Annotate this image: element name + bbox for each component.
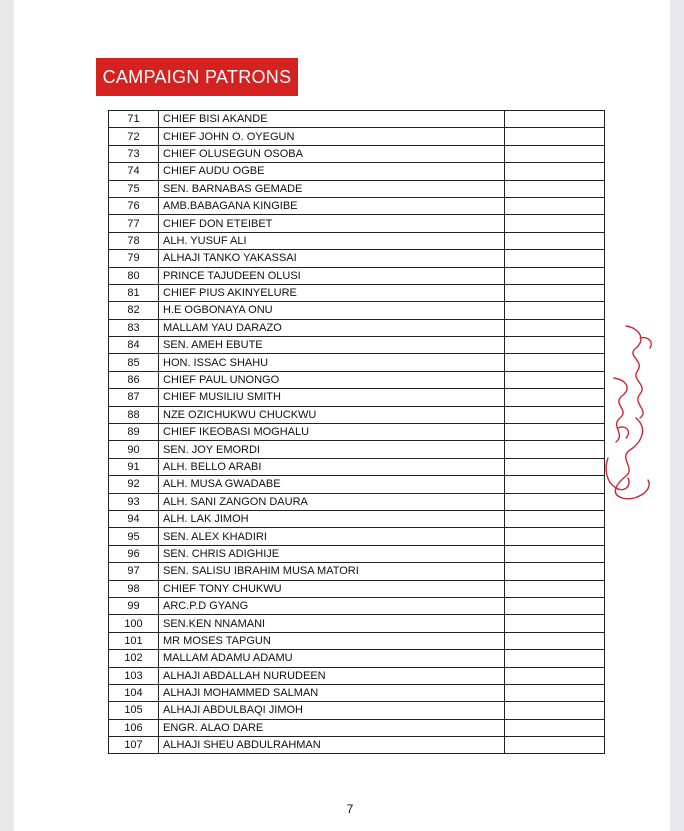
row-number: 74 [109, 163, 159, 180]
patron-name: CHIEF JOHN O. OYEGUN [159, 128, 505, 145]
patron-name: ENGR. ALAO DARE [159, 719, 505, 736]
table-row [109, 354, 605, 371]
row-number: 71 [109, 111, 159, 128]
section-title-banner: CAMPAIGN PATRONS [96, 58, 298, 96]
signature-cell [505, 354, 605, 371]
patron-name: ALHAJI ABDALLAH NURUDEEN [159, 667, 505, 684]
row-number: 79 [109, 250, 159, 267]
signature-cell [505, 180, 605, 197]
patron-name: CHIEF PAUL UNONGO [159, 371, 505, 388]
table-row [109, 615, 605, 632]
table-row [109, 163, 605, 180]
patron-name: CHIEF PIUS AKINYELURE [159, 284, 505, 301]
table-row [109, 215, 605, 232]
signature-cell [505, 580, 605, 597]
row-number: 99 [109, 597, 159, 614]
row-number: 97 [109, 563, 159, 580]
patron-name: CHIEF AUDU OGBE [159, 163, 505, 180]
row-number: 91 [109, 458, 159, 475]
table-row [109, 180, 605, 197]
table-row [109, 406, 605, 423]
row-number: 95 [109, 528, 159, 545]
table-row [109, 319, 605, 336]
table-row [109, 650, 605, 667]
patron-name: CHIEF IKEOBASI MOGHALU [159, 424, 505, 441]
table-row [109, 197, 605, 214]
row-number: 77 [109, 215, 159, 232]
row-number: 107 [109, 737, 159, 754]
table-row [109, 424, 605, 441]
page-number: 7 [346, 802, 354, 816]
signature-cell [505, 476, 605, 493]
patron-name: ALH. MUSA GWADABE [159, 476, 505, 493]
signature-cell [505, 493, 605, 510]
patron-name: HON. ISSAC SHAHU [159, 354, 505, 371]
signature-cell [505, 371, 605, 388]
signature-cell [505, 563, 605, 580]
table-row [109, 684, 605, 701]
patron-name: ALH. LAK JIMOH [159, 510, 505, 527]
row-number: 78 [109, 232, 159, 249]
patron-name: CHIEF MUSILIU SMITH [159, 389, 505, 406]
signature-cell [505, 163, 605, 180]
patron-name: ALHAJI MOHAMMED SALMAN [159, 684, 505, 701]
patron-name: CHIEF OLUSEGUN OSOBA [159, 145, 505, 162]
signature-cell [505, 250, 605, 267]
row-number: 73 [109, 145, 159, 162]
table-row [109, 337, 605, 354]
signature-cell [505, 737, 605, 754]
signature-cell [505, 337, 605, 354]
row-number: 76 [109, 197, 159, 214]
signature-icon [596, 318, 660, 503]
patron-name: ARC.P.D GYANG [159, 597, 505, 614]
table-row [109, 719, 605, 736]
patron-name: MR MOSES TAPGUN [159, 632, 505, 649]
patron-name: SEN. CHRIS ADIGHIJE [159, 545, 505, 562]
table-row [109, 510, 605, 527]
signature-cell [505, 406, 605, 423]
signature-cell [505, 302, 605, 319]
row-number: 82 [109, 302, 159, 319]
row-number: 80 [109, 267, 159, 284]
row-number: 87 [109, 389, 159, 406]
patron-name: SEN. ALEX KHADIRI [159, 528, 505, 545]
signature-cell [505, 545, 605, 562]
row-number: 85 [109, 354, 159, 371]
signature-cell [505, 650, 605, 667]
table-row [109, 667, 605, 684]
row-number: 103 [109, 667, 159, 684]
table-row [109, 232, 605, 249]
patron-name: SEN. JOY EMORDI [159, 441, 505, 458]
table-row [109, 250, 605, 267]
signature-cell [505, 597, 605, 614]
row-number: 94 [109, 510, 159, 527]
row-number: 105 [109, 702, 159, 719]
patron-name: NZE OZICHUKWU CHUCKWU [159, 406, 505, 423]
patron-name: ALH. YUSUF ALI [159, 232, 505, 249]
row-number: 104 [109, 684, 159, 701]
row-number: 72 [109, 128, 159, 145]
patron-name: SEN. AMEH EBUTE [159, 337, 505, 354]
patron-name: SEN. BARNABAS GEMADE [159, 180, 505, 197]
signature-cell [505, 389, 605, 406]
patron-name: ALHAJI TANKO YAKASSAI [159, 250, 505, 267]
row-number: 89 [109, 424, 159, 441]
row-number: 98 [109, 580, 159, 597]
table-row [109, 545, 605, 562]
table-row [109, 145, 605, 162]
row-number: 81 [109, 284, 159, 301]
row-number: 83 [109, 319, 159, 336]
table-row [109, 597, 605, 614]
patron-name: MALLAM YAU DARAZO [159, 319, 505, 336]
row-number: 101 [109, 632, 159, 649]
signature-cell [505, 145, 605, 162]
patron-name: ALHAJI SHEU ABDULRAHMAN [159, 737, 505, 754]
signature-cell [505, 197, 605, 214]
signature-cell [505, 458, 605, 475]
patron-name: MALLAM ADAMU ADAMU [159, 650, 505, 667]
patron-name: CHIEF BISI AKANDE [159, 111, 505, 128]
row-number: 106 [109, 719, 159, 736]
signature-cell [505, 128, 605, 145]
row-number: 102 [109, 650, 159, 667]
signature-cell [505, 684, 605, 701]
patron-name: SEN. SALISU IBRAHIM MUSA MATORI [159, 563, 505, 580]
signature-cell [505, 441, 605, 458]
signature-cell [505, 510, 605, 527]
patron-name: ALH. BELLO ARABI [159, 458, 505, 475]
signature-cell [505, 111, 605, 128]
patron-name: AMB.BABAGANA KINGIBE [159, 197, 505, 214]
patron-name: SEN.KEN NNAMANI [159, 615, 505, 632]
table-row [109, 111, 605, 128]
row-number: 84 [109, 337, 159, 354]
table-row [109, 458, 605, 475]
patron-name: ALHAJI ABDULBAQI JIMOH [159, 702, 505, 719]
table-row [109, 632, 605, 649]
table-row [109, 563, 605, 580]
row-number: 75 [109, 180, 159, 197]
signature-cell [505, 702, 605, 719]
patron-name: CHIEF DON ETEIBET [159, 215, 505, 232]
table-row [109, 702, 605, 719]
patron-name: H.E OGBONAYA ONU [159, 302, 505, 319]
signature-cell [505, 719, 605, 736]
signature-cell [505, 215, 605, 232]
table-row [109, 267, 605, 284]
row-number: 86 [109, 371, 159, 388]
patron-name: CHIEF TONY CHUKWU [159, 580, 505, 597]
table-row [109, 493, 605, 510]
patrons-table-body [109, 111, 605, 754]
row-number: 100 [109, 615, 159, 632]
table-row [109, 580, 605, 597]
signature-cell [505, 284, 605, 301]
table-row [109, 528, 605, 545]
table-row [109, 476, 605, 493]
row-number: 90 [109, 441, 159, 458]
table-row [109, 441, 605, 458]
signature-cell [505, 632, 605, 649]
patrons-table [108, 110, 605, 754]
row-number: 93 [109, 493, 159, 510]
table-row [109, 302, 605, 319]
signature-cell [505, 267, 605, 284]
signature-cell [505, 615, 605, 632]
table-row [109, 128, 605, 145]
row-number: 92 [109, 476, 159, 493]
patron-name: ALH. SANI ZANGON DAURA [159, 493, 505, 510]
table-row [109, 737, 605, 754]
row-number: 88 [109, 406, 159, 423]
table-row [109, 389, 605, 406]
signature-cell [505, 667, 605, 684]
signature-cell [505, 528, 605, 545]
patron-name: PRINCE TAJUDEEN OLUSI [159, 267, 505, 284]
signature-cell [505, 424, 605, 441]
table-row [109, 284, 605, 301]
signature-cell [505, 232, 605, 249]
signature-cell [505, 319, 605, 336]
row-number: 96 [109, 545, 159, 562]
table-row [109, 371, 605, 388]
